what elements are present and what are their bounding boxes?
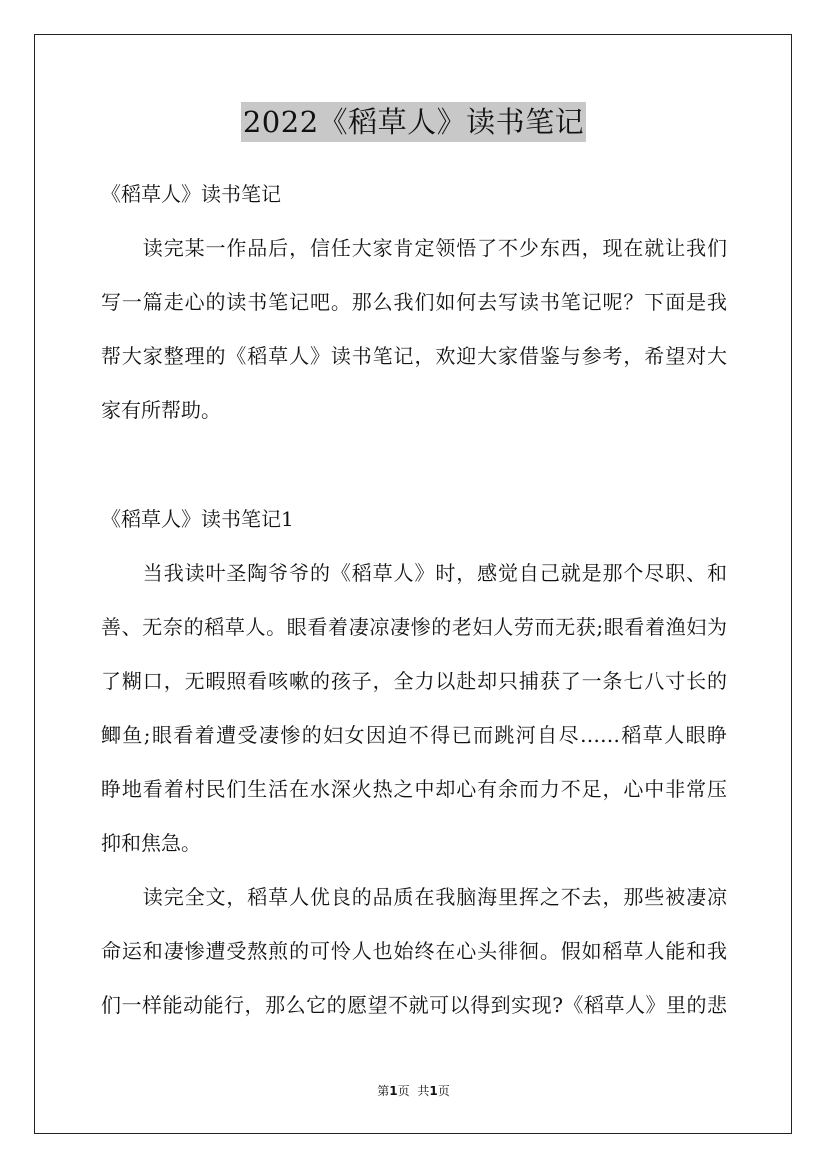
page-number: 1 <box>389 1084 398 1098</box>
paragraph-line: 当我读叶圣陶爷爷的《稻草人》时，感觉自己就是那个尽职、和 <box>101 561 727 585</box>
total-prefix: 共 <box>417 1084 430 1098</box>
paragraph-line: 命运和凄惨遭受熬煎的可怜人也始终在心头徘徊。假如稻草人能和我 <box>101 939 727 963</box>
section-heading: 《稻草人》读书笔记1 <box>101 507 294 531</box>
total-pages: 1 <box>429 1084 438 1098</box>
paragraph-line: 善、无奈的稻草人。眼看着凄凉凄惨的老妇人劳而无获;眼看着渔妇为 <box>101 615 727 639</box>
paragraph-line: 睁地看着村民们生活在水深火热之中却心有余而力不足，心中非常压 <box>101 777 727 801</box>
paragraph-line: 鲫鱼;眼看着遭受凄惨的妇女因迫不得已而跳河自尽……稻草人眼睁 <box>101 723 727 747</box>
paragraph-line: 了糊口，无暇照看咳嗽的孩子，全力以赴却只捕获了一条七八寸长的 <box>101 669 727 693</box>
paragraph-line: 抑和焦急。 <box>101 831 201 855</box>
page-prefix: 第 <box>377 1084 390 1098</box>
page-footer <box>0 1083 827 1099</box>
total-suffix: 页 <box>437 1084 450 1098</box>
paragraph-line: 写一篇走心的读书笔记吧。那么我们如何去写读书笔记呢？下面是我 <box>101 290 727 314</box>
page-suffix: 页 <box>397 1084 410 1098</box>
paragraph-line: 帮大家整理的《稻草人》读书笔记，欢迎大家借鉴与参考，希望对大 <box>101 344 727 368</box>
section-heading: 《稻草人》读书笔记 <box>101 182 281 206</box>
title-container <box>0 102 827 142</box>
paragraph-line: 读完某一作品后，信任大家肯定领悟了不少东西，现在就让我们 <box>101 236 727 260</box>
paragraph-line: 读完全文，稻草人优良的品质在我脑海里挥之不去，那些被凄凉 <box>101 885 727 909</box>
paragraph-line: 家有所帮助。 <box>101 398 221 422</box>
paragraph-line: 们一样能动能行，那么它的愿望不就可以得到实现?《稻草人》里的悲 <box>101 993 727 1017</box>
document-title: 2022《稻草人》读书笔记 <box>241 102 586 142</box>
